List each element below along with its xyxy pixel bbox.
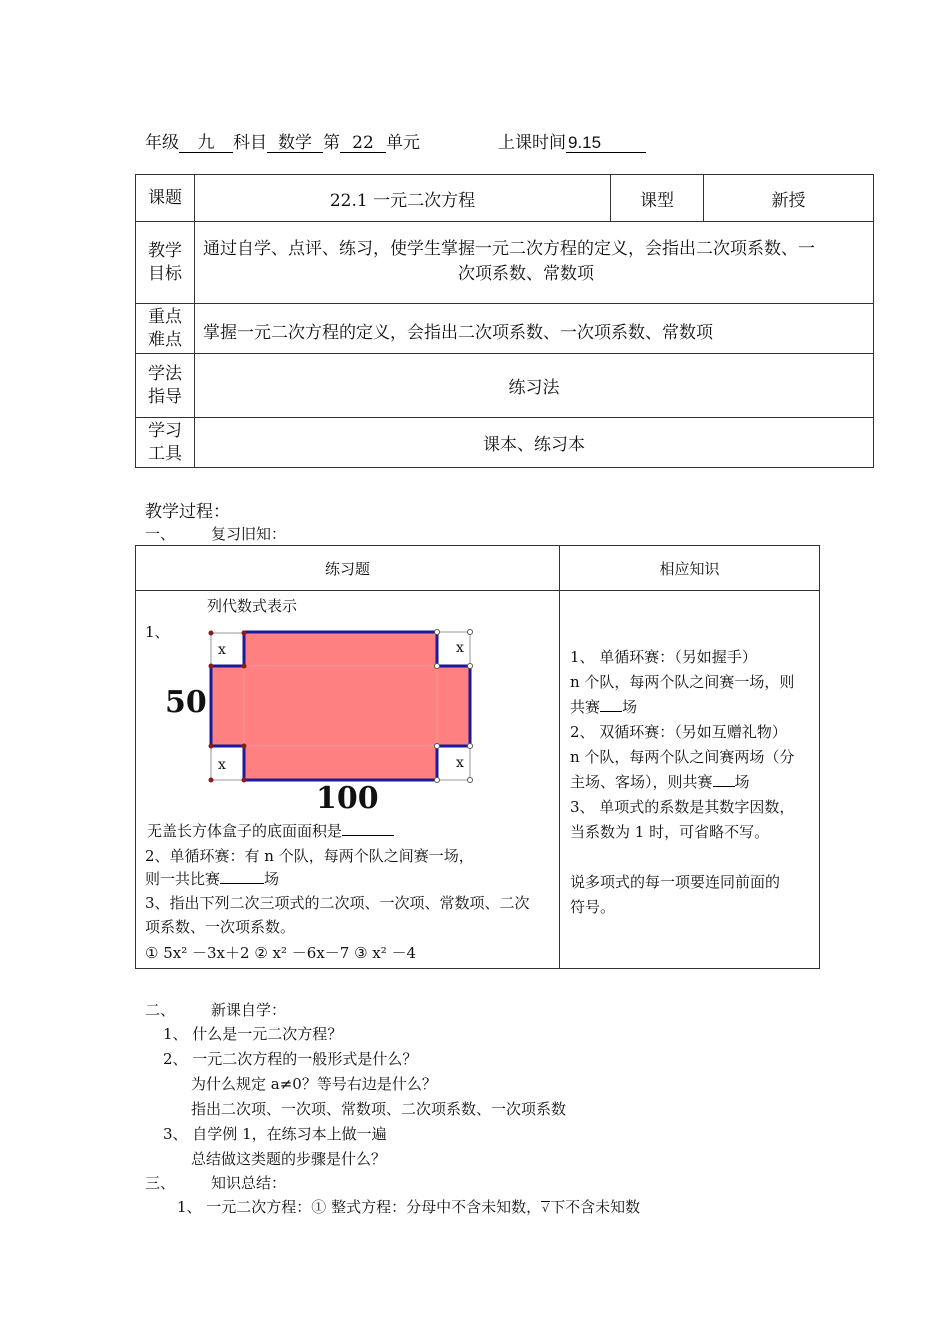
subject-value: 数学	[267, 134, 323, 153]
q2-line-1: 2、单循环赛：有 n 个队，每两个队之间赛一场，	[145, 847, 474, 865]
goal-label	[136, 222, 195, 304]
s3-item-1	[177, 1196, 640, 1217]
type-value: 新授	[704, 175, 874, 222]
section-2-title: 新课自学：	[211, 1001, 287, 1019]
k1-line-1: 1、 单循环赛：（另如握手）	[570, 648, 757, 666]
q2-line-2	[145, 868, 279, 889]
corner-square-br	[437, 746, 470, 780]
section-1-heading	[145, 523, 286, 544]
knowledge-header: 相应知识	[560, 546, 820, 591]
k1-answer-blank[interactable]	[600, 697, 622, 712]
k1-text-b: 场	[622, 698, 638, 716]
section-2-num: 二、	[145, 1001, 176, 1019]
k3-line-1: 3、 单项式的系数是其数字因数，	[570, 798, 795, 816]
subject-label: 科目	[233, 133, 267, 153]
width-label: 100	[316, 781, 379, 816]
grade-value: 九	[179, 134, 233, 153]
k2-text-a: 主场、客场），则共赛	[570, 773, 713, 791]
s3-item-1-text-b: 下不含未知数	[550, 1198, 641, 1216]
section-3-title: 知识总结：	[211, 1174, 287, 1192]
s2-item-2: 2、 一元二次方程的一般形式是什么？	[163, 1050, 418, 1068]
grade-label: 年级	[145, 133, 179, 153]
exercise-header: 练习题	[136, 546, 560, 591]
section-3-num: 三、	[145, 1174, 176, 1192]
corner-label-bl: x	[218, 757, 226, 773]
corner-square-tl	[211, 633, 244, 666]
goal-line-2: 次项系数、常数项	[458, 264, 594, 284]
s2-item-2-sub-1: 为什么规定 a≠0？等号右边是什么？	[191, 1075, 437, 1093]
unit-suffix: 单元	[386, 133, 420, 153]
unit-prefix: 第	[323, 133, 340, 153]
tools-value: 课本、练习本	[195, 418, 874, 468]
s2-item-2-sub-2: 指出二次项、一次项、常数项、二次项系数、一次项系数	[191, 1100, 567, 1118]
section-3-heading	[145, 1172, 286, 1193]
tools-label-line-2: 工具	[148, 443, 182, 464]
k4-line-2: 符号。	[570, 898, 616, 916]
header-line	[145, 128, 420, 153]
class-time	[498, 128, 646, 153]
k1-line-2: n 个队，每两个队之间赛一场，则	[570, 673, 795, 691]
q1-question: 无盖长方体盒子的底面面积是	[147, 822, 343, 840]
k1-text-a: 共赛	[570, 698, 601, 716]
section-2-heading	[145, 999, 286, 1020]
key-label-line-1: 重点	[148, 306, 182, 327]
goal-value	[195, 222, 874, 304]
lesson-info-table	[135, 174, 874, 468]
topic-label: 课题	[136, 175, 195, 222]
net-outline	[211, 632, 470, 780]
time-value: 9.15	[566, 134, 646, 153]
q1-number: 1、	[145, 623, 170, 641]
q2-text-a: 则一共比赛	[145, 870, 221, 888]
s3-item-1-text-a: 1、 一元二次方程：① 整式方程：分母中不含未知数，	[177, 1198, 542, 1216]
k2-line-2: n 个队，每两个队之间赛两场（分	[570, 748, 795, 766]
q3-line-2: 项系数、一次项系数。	[145, 918, 296, 936]
corner-square-tr	[437, 632, 470, 666]
unit-value: 22	[340, 134, 386, 153]
topic-value: 22.1 一元二次方程	[195, 175, 611, 222]
corner-square-bl	[211, 746, 244, 780]
s2-item-1: 1、 什么是一元二次方程？	[163, 1025, 343, 1043]
method-label-line-1: 学法	[148, 363, 182, 384]
key-label	[136, 304, 195, 354]
s2-item-3: 3、 自学例 1，在练习本上做一遍	[163, 1125, 387, 1143]
corner-label-tr: x	[456, 640, 464, 656]
k2-answer-blank[interactable]	[713, 772, 735, 787]
q3-line-3: ① 5x² －3x＋2 ② x² －6x－7 ③ x² －4	[145, 944, 417, 962]
goal-line-1: 通过自学、点评、练习，使学生掌握一元二次方程的定义，会指出二次项系数、一	[203, 239, 815, 259]
height-label: 50	[165, 685, 207, 720]
goal-label-line-1: 教学	[148, 240, 182, 261]
section-1-title: 复习旧知：	[211, 525, 287, 543]
key-label-line-2: 难点	[148, 329, 182, 350]
key-value: 掌握一元二次方程的定义，会指出二次项系数、一次项系数、常数项	[195, 304, 874, 354]
section-1-num: 一、	[145, 525, 176, 543]
corner-label-tl: x	[218, 642, 226, 658]
tools-label	[136, 418, 195, 468]
q1-text	[147, 820, 394, 841]
type-label: 课型	[611, 175, 704, 222]
goal-label-line-2: 目标	[148, 263, 182, 284]
k2-line-1: 2、 双循环赛：（另如互赠礼物）	[570, 723, 787, 741]
k1-line-3	[570, 696, 637, 717]
tools-label-line-1: 学习	[148, 420, 182, 441]
k3-line-2: 当系数为 1 时，可省略不写。	[570, 823, 770, 841]
k4-line-1: 说多项式的每一项要连同前面的	[570, 873, 781, 891]
method-label	[136, 354, 195, 418]
sqrt-symbol: √	[542, 1202, 550, 1215]
s2-item-3-sub-1: 总结做这类题的步骤是什么？	[191, 1150, 387, 1168]
method-value: 练习法	[195, 354, 874, 418]
q2-text-b: 场	[264, 870, 280, 888]
k2-text-b: 场	[734, 773, 750, 791]
exercise-intro: 列代数式表示	[207, 597, 298, 615]
q2-answer-blank[interactable]	[220, 869, 264, 884]
time-label: 上课时间	[498, 133, 566, 153]
q3-line-1: 3、指出下列二次三项式的二次项、一次项、常数项、二次	[145, 894, 530, 912]
k2-line-3	[570, 771, 750, 792]
process-title: 教学过程：	[145, 502, 230, 522]
corner-label-br: x	[456, 755, 464, 771]
method-label-line-2: 指导	[148, 386, 182, 407]
q1-answer-blank[interactable]	[342, 821, 394, 836]
